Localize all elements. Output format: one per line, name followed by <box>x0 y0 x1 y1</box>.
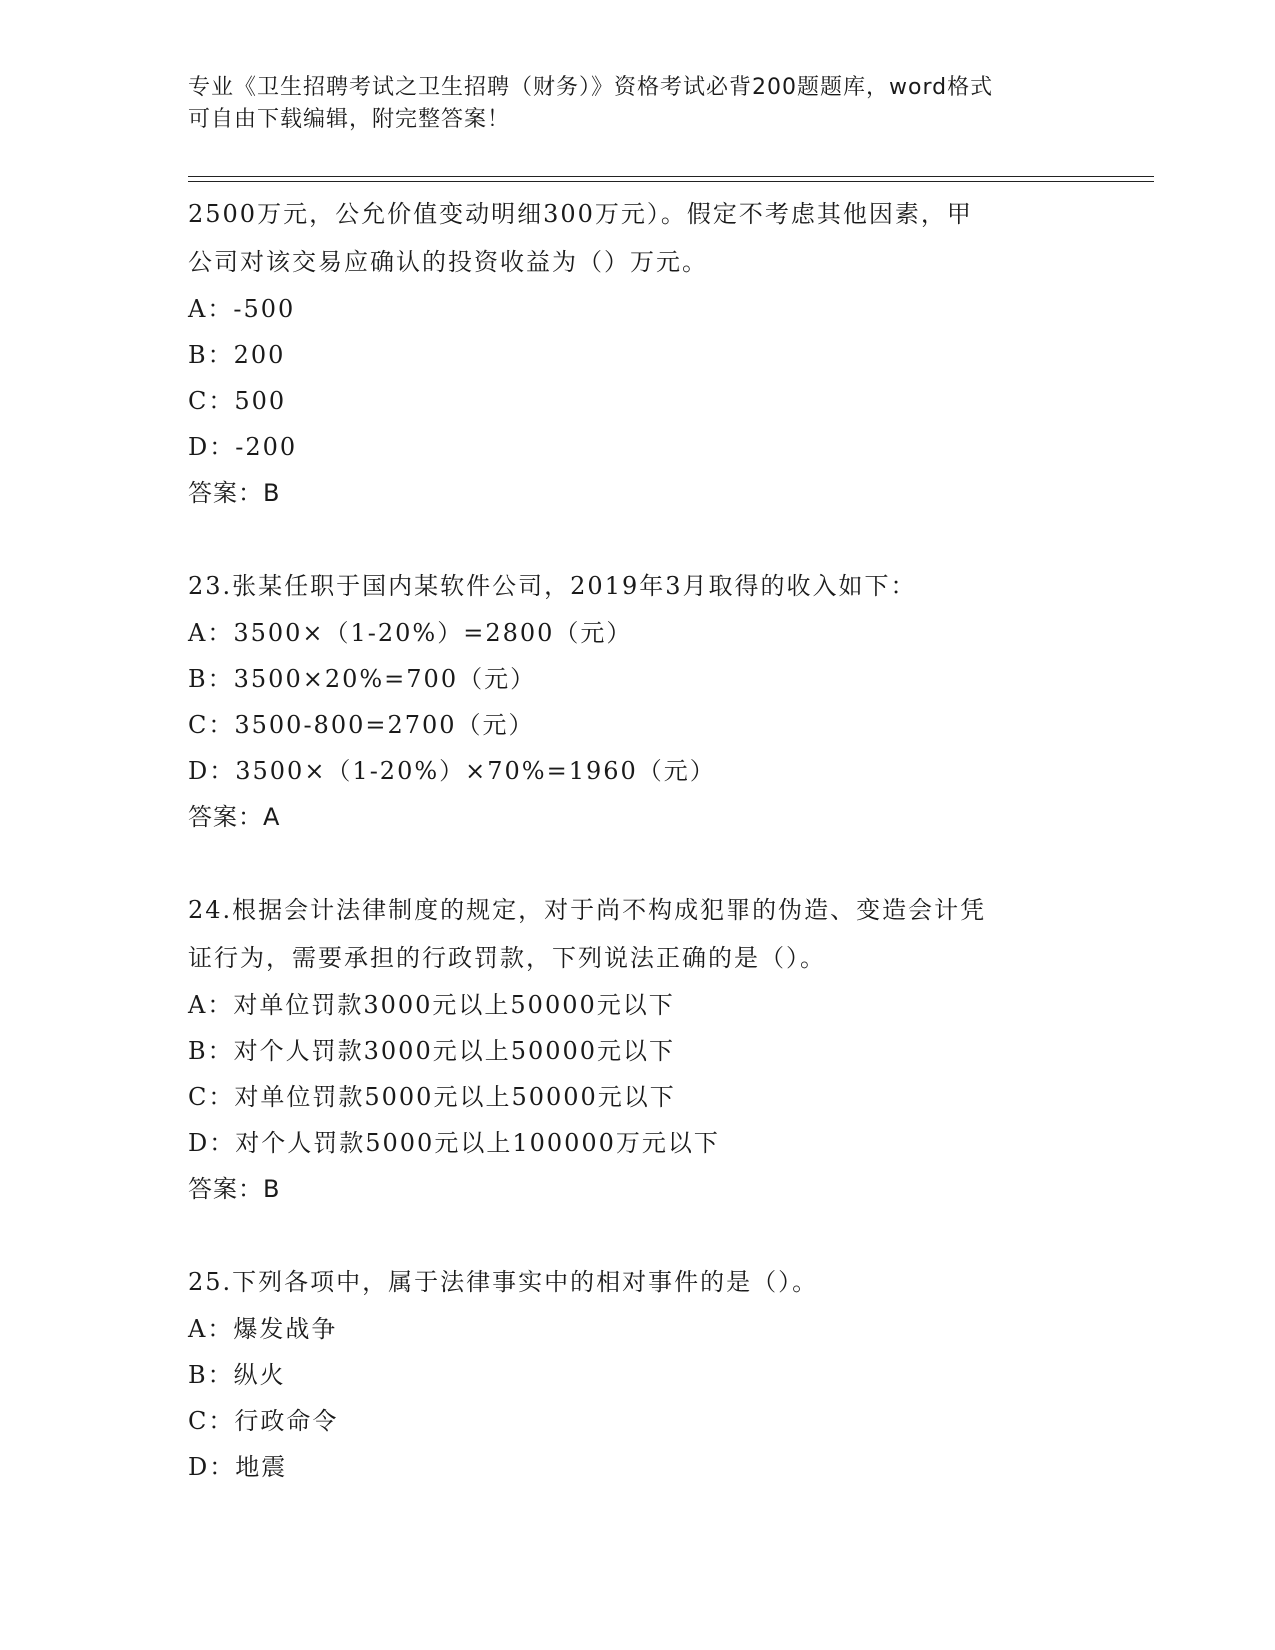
question-stem-line: 2500万元，公允价值变动明细300万元）。假定不考虑其他因素，甲 <box>188 200 973 228</box>
document-body <box>188 190 1088 1490</box>
option-c: C：500 <box>188 387 287 415</box>
question-spacer <box>188 1212 1088 1258</box>
answer-line: 答案：B <box>188 479 281 507</box>
option-c: C：3500-800=2700（元） <box>188 711 535 739</box>
question-stem-line: 公司对该交易应确认的投资收益为（）万元。 <box>188 248 708 276</box>
header-title-line-1: 专业《卫生招聘考试之卫生招聘（财务）》资格考试必背200题题库，word格式 <box>188 75 994 100</box>
question-24 <box>188 886 1088 1212</box>
option-a: A：爆发战争 <box>188 1315 338 1343</box>
question-25 <box>188 1258 1088 1490</box>
question-stem-line: 25.下列各项中，属于法律事实中的相对事件的是（）。 <box>188 1268 819 1296</box>
header-title-line-2: 可自由下载编辑，附完整答案！ <box>188 107 511 132</box>
header-divider-bottom <box>188 181 1154 182</box>
option-c: C：行政命令 <box>188 1407 339 1435</box>
option-d: D：3500×（1-20%）×70%=1960（元） <box>188 757 716 785</box>
option-b: B：200 <box>188 341 286 369</box>
header-divider-top <box>188 176 1154 177</box>
question-stem-line: 24.根据会计法律制度的规定，对于尚不构成犯罪的伪造、变造会计凭 <box>188 896 987 924</box>
answer-line: 答案：B <box>188 1175 281 1203</box>
option-d: D：地震 <box>188 1453 288 1481</box>
question-23 <box>188 562 1088 840</box>
question-22 <box>188 190 1088 516</box>
option-b: B：对个人罚款3000元以上50000元以下 <box>188 1037 676 1065</box>
question-spacer <box>188 516 1088 562</box>
option-d: D：-200 <box>188 433 298 461</box>
question-stem-line: 23.张某任职于国内某软件公司，2019年3月取得的收入如下： <box>188 572 917 600</box>
option-c: C：对单位罚款5000元以上50000元以下 <box>188 1083 676 1111</box>
option-a: A：对单位罚款3000元以上50000元以下 <box>188 991 675 1019</box>
question-spacer <box>188 840 1088 886</box>
option-a: A：3500×（1-20%）=2800（元） <box>188 619 633 647</box>
option-b: B：3500×20%=700（元） <box>188 665 537 693</box>
option-b: B：纵火 <box>188 1361 286 1389</box>
option-d: D：对个人罚款5000元以上100000万元以下 <box>188 1129 720 1157</box>
answer-line: 答案：A <box>188 803 281 831</box>
question-stem-line: 证行为，需要承担的行政罚款，下列说法正确的是（）。 <box>188 944 826 972</box>
document-header <box>188 72 1088 136</box>
option-a: A：-500 <box>188 295 296 323</box>
